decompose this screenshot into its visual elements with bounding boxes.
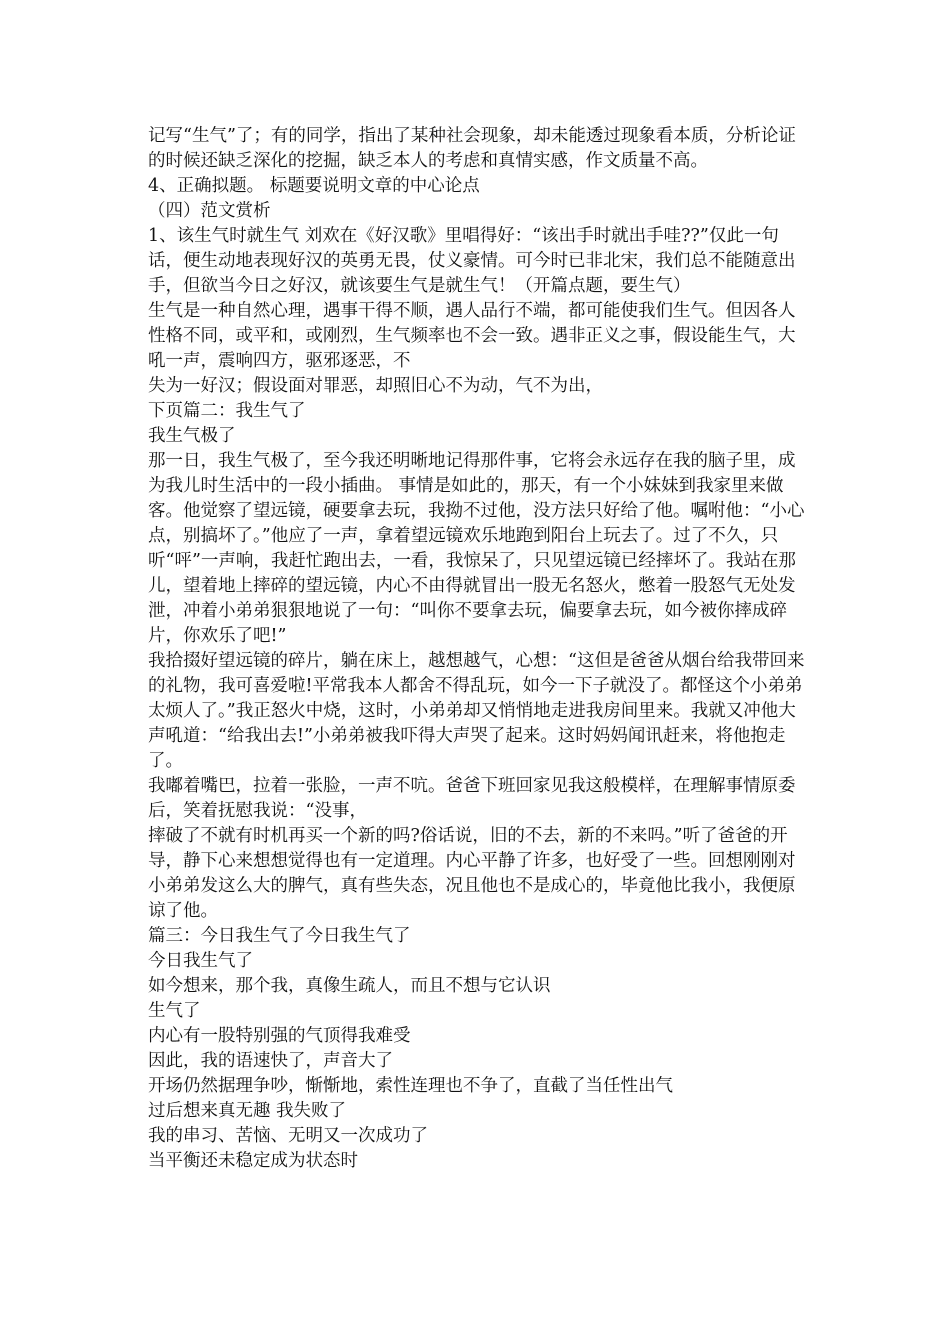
text-line: 我嘟着嘴巴，拉着一张脸，一声不吭。爸爸下班回家见我这般模样，在理解事情原委后，笑着抚慰我说：“没事，: [148, 776, 796, 821]
text-line: 4、正确拟题。 标题要说明文章的中心论点: [148, 176, 480, 196]
text-line: 我的串习、苦恼、无明又一次成功了: [148, 1126, 428, 1146]
text-line: 过后想来真无趣 我失败了: [148, 1101, 347, 1121]
section-heading: 下页篇二：我生气了: [148, 401, 306, 421]
text-line: 那一日，我生气极了，至今我还明晰地记得那件事，它将会永远存在我的脑子里，成为我儿时生活中的一段小插曲。 事情是如此的，那天，有一个小妹妹到我家里来做客。他觉察了望远镜，硬要拿去玩，我拗不过他，没方法只好给了他。嘱咐他：“小心点，别搞坏了。”他应了一声，拿着望远镜欢乐地跑到阳台上玩去了。过了不久，只听“呯”一声响，我赶忙跑出去，一看，我惊呆了，只见望远镜已经摔坏了。我站在那儿，望着地上摔碎的望远镜，内心不由得就冒出一股无名怒火，憋着一股怒气无处发泄，冲着小弟弟狠狠地说了一句：“叫你不要拿去玩，偏要拿去玩，如今被你摔成碎片，你欢乐了吧!”: [148, 451, 805, 646]
text-line: 生气是一种自然心理，遇事干得不顺，遇人品行不端，都可能使我们生气。但因各人性格不同，或平和，或刚烈，生气频率也不会一致。遇非正义之事，假设能生气，大吼一声，震响四方，驱邪逐恶，不: [148, 301, 796, 371]
section-heading: （四）范文赏析: [148, 201, 271, 221]
text-line: 记写“生气”了；有的同学，指出了某种社会现象，却未能透过现象看本质，分析论证的时候还缺乏深化的挖掘，缺乏本人的考虑和真情实感，作文质量不高。: [148, 126, 796, 171]
text-line: 生气了: [148, 1001, 201, 1021]
text-line: 摔破了不就有时机再买一个新的吗?俗话说，旧的不去，新的不来吗。”听了爸爸的开导，静下心来想想觉得也有一定道理。内心平静了许多，也好受了一些。回想刚刚对小弟弟发这么大的脾气，真有些失态，况且他也不是成心的，毕竟他比我小，我便原谅了他。: [148, 826, 796, 921]
text-line: 我拾掇好望远镜的碎片，躺在床上，越想越气，心想：“这但是爸爸从烟台给我带回来的礼物，我可喜爱啦!平常我本人都舍不得乱玩，如今一下子就没了。都怪这个小弟弟太烦人了。”我正怒火中烧，这时，小弟弟却又悄悄地走进我房间里来。我就又冲他大声吼道：“给我出去!”小弟弟被我吓得大声哭了起来。这时妈妈闻讯赶来，将他抱走了。: [148, 651, 805, 771]
text-line: 1、该生气时就生气 刘欢在《好汉歌》里唱得好：“该出手时就出手哇??”仅此一句话，便生动地表现好汉的英勇无畏，仗义豪情。可今时已非北宋，我们总不能随意出手，但欲当今日之好汉，就该要生气是就生气！（开篇点题，要生气）: [148, 226, 796, 296]
document-body: [148, 124, 808, 1174]
text-line: 我生气极了: [148, 426, 236, 446]
text-line: 今日我生气了: [148, 951, 253, 971]
text-line: 内心有一股特别强的气顶得我难受: [148, 1026, 411, 1046]
text-line: 当平衡还未稳定成为状态时: [148, 1151, 358, 1171]
text-line: 开场仍然据理争吵，惭惭地，索性连理也不争了，直截了当任性出气: [148, 1076, 673, 1096]
section-heading: 篇三：今日我生气了今日我生气了: [148, 926, 411, 946]
text-line: 如今想来，那个我，真像生疏人，而且不想与它认识: [148, 976, 551, 996]
text-line: 失为一好汉；假设面对罪恶，却照旧心不为动，气不为出，: [148, 376, 603, 396]
text-line: 因此，我的语速快了，声音大了: [148, 1051, 393, 1071]
